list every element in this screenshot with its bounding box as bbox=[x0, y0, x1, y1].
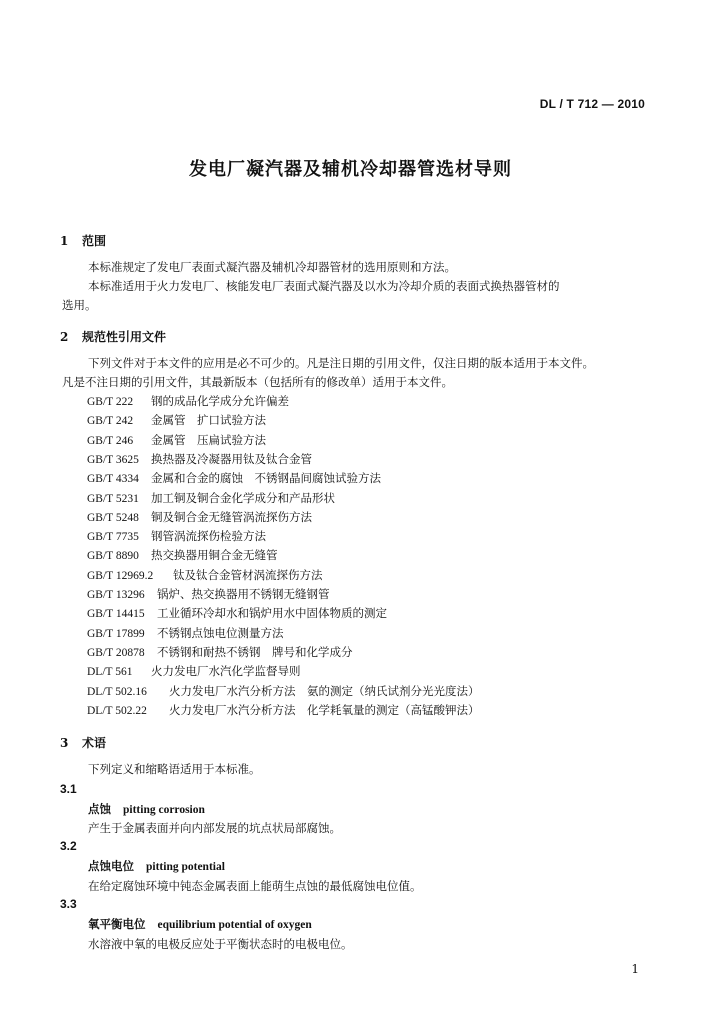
reference-item bbox=[87, 490, 335, 506]
reference-title: 钢的成品化学成分允许偏差 bbox=[151, 394, 289, 408]
reference-code: GB/T 246 bbox=[87, 435, 134, 447]
reference-item bbox=[87, 451, 312, 467]
reference-item bbox=[87, 393, 289, 409]
term-zh: 点蚀电位 bbox=[88, 859, 134, 873]
reference-code: GB/T 4334 bbox=[87, 473, 139, 485]
reference-code: GB/T 20878 bbox=[87, 647, 145, 659]
term-heading bbox=[88, 801, 205, 817]
paragraph-continuation: 选用。 bbox=[62, 298, 97, 312]
reference-item bbox=[87, 702, 480, 718]
reference-item bbox=[87, 412, 266, 428]
term-en: pitting corrosion bbox=[123, 804, 205, 816]
reference-title: 热交换器用铜合金无缝管 bbox=[151, 548, 278, 562]
reference-item bbox=[87, 663, 301, 679]
reference-title: 金属管 压扁试验方法 bbox=[151, 433, 266, 447]
reference-code: GB/T 3625 bbox=[87, 454, 139, 466]
reference-title: 钢管涡流探伤检验方法 bbox=[151, 529, 266, 543]
term-number: 3.3 bbox=[60, 897, 77, 911]
reference-title: 不锈钢和耐热不锈钢 牌号和化学成分 bbox=[157, 645, 353, 659]
reference-item bbox=[87, 683, 480, 699]
reference-code: GB/T 14415 bbox=[87, 608, 145, 620]
standard-code: DL / T 712 — 2010 bbox=[539, 97, 645, 111]
term-number: 3.1 bbox=[60, 782, 77, 796]
section-title: 规范性引用文件 bbox=[82, 330, 167, 344]
term-heading bbox=[88, 858, 225, 874]
term-definition: 产生于金属表面并向内部发展的坑点状局部腐蚀。 bbox=[88, 821, 341, 835]
section-number: 1 bbox=[60, 234, 69, 248]
section-title: 范围 bbox=[82, 234, 107, 248]
reference-title: 金属管 扩口试验方法 bbox=[151, 413, 266, 427]
paragraph: 下列定义和缩略语适用于本标准。 bbox=[88, 762, 261, 776]
reference-code: GB/T 5231 bbox=[87, 493, 139, 505]
reference-item bbox=[87, 528, 266, 544]
section-number: 3 bbox=[60, 736, 69, 750]
section-title: 术语 bbox=[82, 736, 107, 750]
reference-code: GB/T 12969.2 bbox=[87, 570, 154, 582]
reference-item bbox=[87, 605, 387, 621]
reference-item bbox=[87, 470, 381, 486]
reference-code: GB/T 222 bbox=[87, 396, 134, 408]
term-definition: 在给定腐蚀环境中钝态金属表面上能萌生点蚀的最低腐蚀电位值。 bbox=[88, 879, 422, 893]
reference-code: GB/T 17899 bbox=[87, 628, 145, 640]
reference-code: GB/T 13296 bbox=[87, 589, 145, 601]
paragraph: 下列文件对于本文件的应用是必不可少的。凡是注日期的引用文件，仅注日期的版本适用于本文件。 bbox=[88, 356, 594, 370]
section-2-heading bbox=[60, 328, 166, 345]
reference-code: DL/T 502.16 bbox=[87, 686, 147, 698]
reference-title: 火力发电厂水汽化学监督导则 bbox=[151, 664, 301, 678]
reference-title: 加工铜及铜合金化学成分和产品形状 bbox=[151, 491, 335, 505]
document-title: 发电厂凝汽器及辅机冷却器管选材导则 bbox=[189, 159, 512, 180]
reference-item bbox=[87, 567, 323, 583]
reference-item bbox=[87, 586, 330, 602]
reference-title: 火力发电厂水汽分析方法 化学耗氧量的测定（高锰酸钾法） bbox=[169, 703, 480, 717]
reference-item bbox=[87, 547, 278, 563]
reference-item bbox=[87, 644, 353, 660]
reference-title: 铜及铜合金无缝管涡流探伤方法 bbox=[151, 510, 312, 524]
term-zh: 氧平衡电位 bbox=[88, 917, 146, 931]
reference-title: 火力发电厂水汽分析方法 氨的测定（纳氏试剂分光光度法） bbox=[169, 684, 480, 698]
reference-item bbox=[87, 509, 312, 525]
reference-title: 金属和合金的腐蚀 不锈钢晶间腐蚀试验方法 bbox=[151, 471, 381, 485]
reference-code: DL/T 502.22 bbox=[87, 705, 147, 717]
reference-code: DL/T 561 bbox=[87, 666, 133, 678]
term-number: 3.2 bbox=[60, 839, 77, 853]
reference-title: 钛及钛合金管材涡流探伤方法 bbox=[173, 568, 323, 582]
reference-title: 锅炉、热交换器用不锈钢无缝钢管 bbox=[157, 587, 330, 601]
reference-code: GB/T 7735 bbox=[87, 531, 139, 543]
reference-code: GB/T 242 bbox=[87, 415, 134, 427]
reference-title: 换热器及冷凝器用钛及钛合金管 bbox=[151, 452, 312, 466]
section-1-heading bbox=[60, 232, 106, 249]
paragraph: 本标准适用于火力发电厂、核能发电厂表面式凝汽器及以水为冷却介质的表面式换热器管材的 bbox=[88, 279, 560, 293]
term-heading bbox=[88, 916, 312, 932]
section-number: 2 bbox=[60, 330, 69, 344]
paragraph: 本标准规定了发电厂表面式凝汽器及辅机冷却器管材的选用原则和方法。 bbox=[88, 260, 456, 274]
reference-item bbox=[87, 432, 266, 448]
reference-title: 工业循环冷却水和锅炉用水中固体物质的测定 bbox=[157, 606, 387, 620]
page-number: 1 bbox=[631, 962, 639, 976]
reference-code: GB/T 8890 bbox=[87, 550, 139, 562]
reference-title: 不锈钢点蚀电位测量方法 bbox=[157, 626, 284, 640]
term-definition: 水溶液中氧的电极反应处于平衡状态时的电极电位。 bbox=[88, 937, 353, 951]
paragraph-continuation: 凡是不注日期的引用文件，其最新版本（包括所有的修改单）适用于本文件。 bbox=[62, 375, 453, 389]
term-en: pitting potential bbox=[146, 861, 225, 873]
reference-item bbox=[87, 625, 284, 641]
reference-code: GB/T 5248 bbox=[87, 512, 139, 524]
term-en: equilibrium potential of oxygen bbox=[157, 919, 312, 931]
section-3-heading bbox=[60, 734, 106, 751]
term-zh: 点蚀 bbox=[88, 802, 111, 816]
